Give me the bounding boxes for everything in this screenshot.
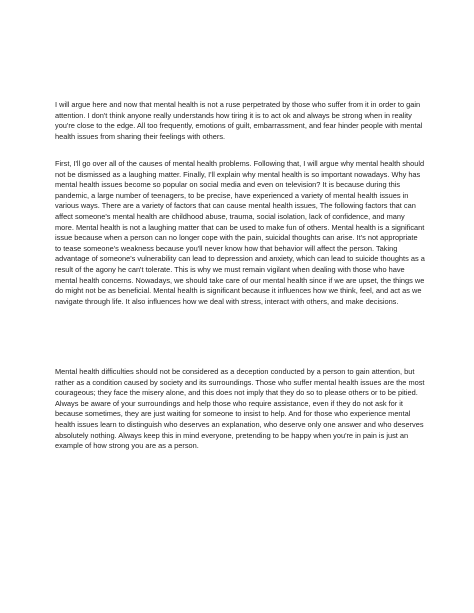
paragraph-body: First, I'll go over all of the causes of mental health problems. Following that, I will argue why mental health should not be dismissed as a laughing matter. Finally, I'll explain why mental health is so important nowadays. Why has mental health issues become so popular on social media and even on television? It is because during this pandemic, a large number of teenagers, to be precise, have experienced a variety of mental health issues in various ways. There are a variety of factors that can cause mental health issues, The following factors that can affect someone's mental health are childhood abuse, trauma, social isolation, lack of confidence, and many more. Mental health is not a laughing matter that can be used to make fun of others. Mental health is a significant issue because when a person can no longer cope with the pain, suicidal thoughts can arise. It's not appropriate to tease someone's weakness because you'll never know how that behavior will affect the person. Taking advantage of someone's vulnerability can lead to depression and anxiety, which can lead to suicide thoughts as a result of the agony he can't tolerate. This is why we must remain vigilant when dealing with those who have mental health concerns. Nowadays, we should take care of our mental health since if we are upset, the things we do might not be as beneficial. Mental health is significant because it influences how we think, feel, and act as we navigate through life. It also influences how we deal with stress, interact with others, and make decisions. — [55, 159, 425, 306]
paragraph-introduction: I will argue here and now that mental health is not a ruse perpetrated by those who suffer from it in order to gain attention. I don't think anyone really understands how tiring it is to act ok and always be strong when in reality you're close to the edge. All too frequently, emotions of guilt, embarrassment, and fear hinder people with mental health issues from sharing their feelings with others. — [55, 100, 423, 141]
paragraph-conclusion: Mental health difficulties should not be considered as a deception conducted by a person to gain attention, but rather as a condition caused by society and its surroundings. Those who suffer mental health issues are the most courageous; they face the misery alone, and this does not imply that they do so to please others or to be pitied. Always be aware of your surroundings and help those who require assistance, even if they do not ask for it because sometimes, they are just waiting for someone to insist to help. And for those who experience mental health issues learn to distinguish who deserves an explanation, who deserve only one answer and who deserves absolutely nothing. Always keep this in mind everyone, pretending to be happy when you're in pain is just an example of how strong you are as a person. — [55, 367, 425, 451]
